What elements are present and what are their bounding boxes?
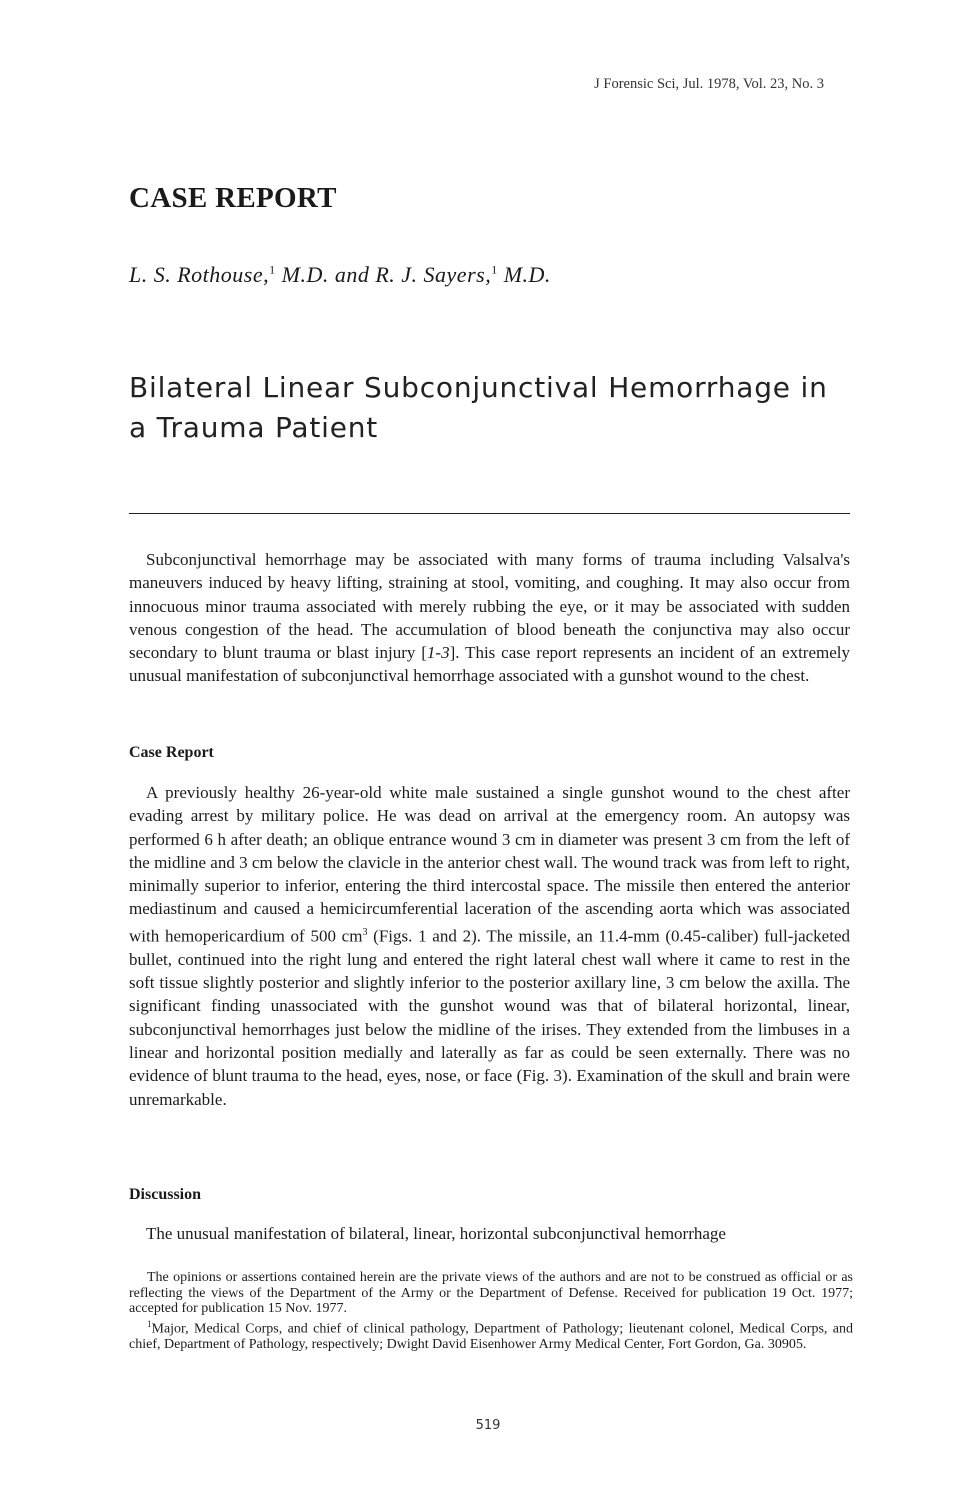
case-text-part2: (Figs. 1 and 2). The missile, an 11.4-mm (0.45-caliber) full-jacketed bullet, continued into the right lung and entered the right lateral chest wall where it came to rest in the soft tissue slightly posterior and slightly inferior to the posterior axillary line, 3 cm below the axilla. The significant finding unassociated with the gunshot wound was that of bilateral horizontal, linear, subconjunctival hemorrhages just below the midline of the irises. They extended from the limbuses in a linear and horizontal position medially and laterally as far as could be seen externally. There was no evidence of blunt trauma to the head, eyes, nose, or face (Fig. 3). Examination of the skull and brain were unremarkable.: [129, 926, 850, 1109]
author-2-name: R. J. Sayers,: [375, 262, 492, 287]
author-line: [129, 262, 551, 288]
author-1-degree: M.D.: [275, 262, 329, 287]
citation-reference: 1-3: [426, 643, 450, 663]
discussion-heading: Discussion: [129, 1186, 202, 1203]
author-2-affiliation-marker: 1: [491, 262, 498, 277]
footnotes: [129, 1270, 853, 1353]
discussion-section: [129, 1222, 850, 1245]
intro-section: [129, 548, 850, 688]
author-2-degree: M.D.: [497, 262, 551, 287]
footnote-affiliation: [129, 1317, 853, 1353]
page-number: 519: [475, 1418, 501, 1433]
article-title: Bilateral Linear Subconjunctival Hemorrhage in a Trauma Patient: [129, 371, 828, 444]
footnote-disclaimer: The opinions or assertions contained herein are the private views of the authors and are not to be construed as official or as reflecting the views of the Department of the Army or the Department of Defense. Received for publication 19 Oct. 1977; accepted for publication 15 Nov. 1977.: [129, 1270, 853, 1317]
case-report-heading: Case Report: [129, 744, 214, 761]
volume-superscript: 3: [362, 926, 368, 938]
intro-text-part1: Subconjunctival hemorrhage may be associated with many forms of trauma including Valsalva's maneuvers induced by heavy lifting, straining at stool, vomiting, and coughing. It may also occur from innocuous minor trauma associated with merely rubbing the eye, or it may be associated with sudden venous congestion of the head. The accumulation of blood beneath the conjunctiva may also occur secondary to blunt trauma or blast injury [: [129, 550, 850, 663]
journal-citation: J Forensic Sci, Jul. 1978, Vol. 23, No. 3: [594, 76, 824, 92]
title-divider: [129, 513, 850, 514]
author-1-name: L. S. Rothouse,: [129, 262, 270, 287]
footnote-marker: 1: [147, 1318, 152, 1329]
case-report-paragraph: [129, 781, 850, 1111]
section-label: CASE REPORT: [129, 182, 337, 214]
author-1-affiliation-marker: 1: [269, 262, 276, 277]
author-conjunction: and: [328, 262, 376, 287]
footnote-affiliation-text: Major, Medical Corps, and chief of clinical pathology, Department of Pathology; lieutenant colonel, Medical Corps, and chief, Department of Pathology, respectively; Dwight David Eisenhower Army Medical Center, Fort Gordon, Ga. 30905.: [129, 1321, 853, 1353]
case-text-part1: A previously healthy 26-year-old white male sustained a single gunshot wound to the chest after evading arrest by military police. He was dead on arrival at the emergency room. An autopsy was performed 6 h after death; an oblique entrance wound 3 cm in diameter was present 3 cm from the left of the midline and 3 cm below the clavicle in the anterior chest wall. The wound track was from left to right, minimally superior to inferior, entering the third intercostal space. The missile then entered the anterior mediastinum and caused a hemicircumferential laceration of the ascending aorta which was associated with hemopericardium of 500 cm: [129, 783, 850, 946]
intro-paragraph: [129, 548, 850, 688]
discussion-paragraph: The unusual manifestation of bilateral, linear, horizontal subconjunctival hemorrhage: [146, 1224, 726, 1243]
case-report-section: [129, 781, 850, 1111]
intro-text-part2: ]. This case report represents an incident of an extremely unusual manifestation of subconjunctival hemorrhage associated with a gunshot wound to the chest.: [129, 643, 850, 686]
